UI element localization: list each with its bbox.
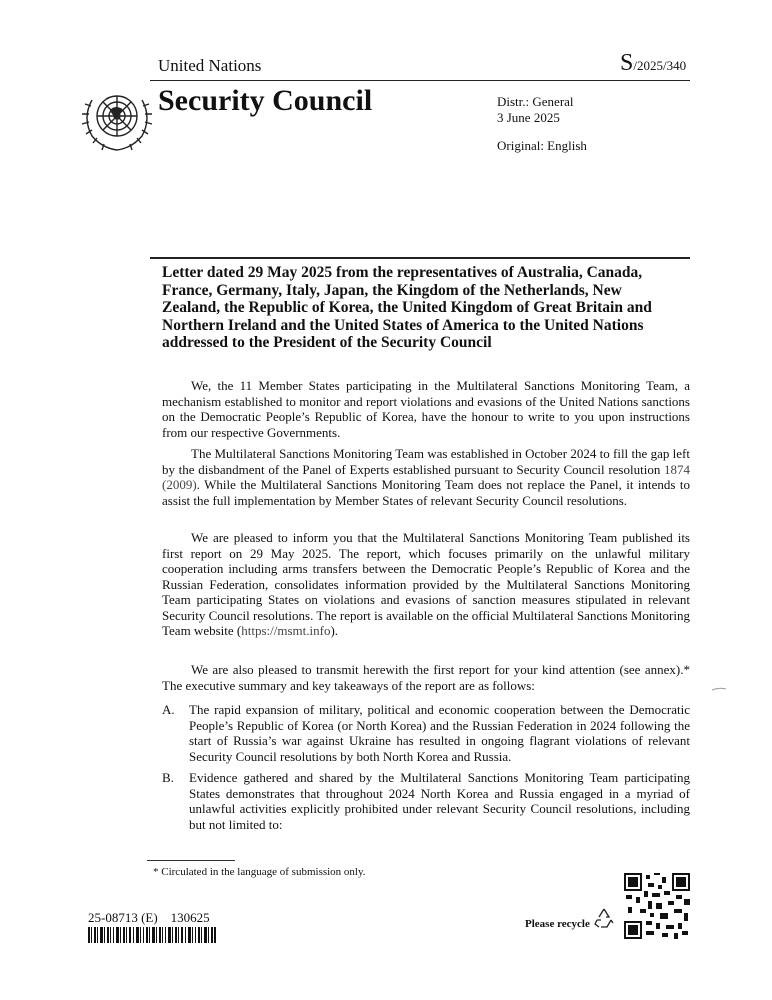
symbol-suffix: /2025/340 [633,58,687,73]
paragraph-3-text-end: ). [330,623,339,638]
barcode-icon [88,927,216,943]
document-number: 25-08713 (E) 130625 [88,910,210,925]
paragraph-4: We are also pleased to transmit herewith the first report for your kind attention (see annex).* The executive summary and key takeaways of the report are as follows: [162,662,690,693]
distribution: Distr.: General [497,94,574,109]
symbol-prefix: S [620,50,634,76]
recycle-icon [592,906,616,930]
qr-code-icon [624,873,690,939]
list-item-label: A. [162,702,175,717]
list-item [162,770,690,832]
distribution-block [497,94,574,126]
organization-name: United Nations [158,56,262,75]
list-item-text: The rapid expansion of military, political and economic cooperation between the Democratic People’s Republic of Korea (or North Korea) and the Russian Federation in 2024 following the start of Russia’s war against Ukraine has resulted in ongoing flagrant violations of relevant Security Council resolutions by both North Korea and Russia. [189,702,690,764]
original-language: Original: English [497,138,587,153]
list-item-text: Evidence gathered and shared by the Multilateral Sanctions Monitoring Team participating States demonstrates that throughout 2024 North Korea and Russia engaged in a myriad of unlawful activities explicitly prohibited under relevant Security Council resolutions, including but not limited to: [189,770,690,832]
resolution-link[interactable]: 1874 (2009) [162,461,690,492]
footnote: * Circulated in the language of submission only. [153,866,366,878]
letter-title: Letter dated 29 May 2025 from the representatives of Australia, Canada, France, Germany, Italy, Japan, the Kingdom of the Netherlands, New Zealand, the Republic of Korea, the United Kingdom of Great Britain and Northern Ireland and the United States of America to the United Nations addressed to the President of the Security Council [162,264,652,351]
paragraph-2-text: The Multilateral Sanctions Monitoring Team was established in October 2024 to fill the gap left by the disbandment of the Panel of Experts established pursuant to Security Council resolution [162,446,690,477]
paragraph-1: We, the 11 Member States participating in the Multilateral Sanctions Monitoring Team, a mechanism established to monitor and report violations and evasions of the United Nations sanctions on the Democratic People’s Republic of Korea, have the honour to write to you upon instructions from our respective Governments. [162,378,690,440]
website-link[interactable]: https://msmt.info [241,623,331,638]
paragraph-3-text: We are pleased to inform you that the Multilateral Sanctions Monitoring Team published its first report on 29 May 2025. The report, which focuses primarily on the unlawful military cooperation including arms transfers between the Democratic People’s Republic of Korea and the Russian Federation, consolidates information provided by the Multilateral Sanctions Monitoring Team participating States on violations and evasions of sanction measures stipulated in relevant Security Council resolutions. The report is available on the official Multilateral Sanctions Monitoring Team website ( [162,530,690,638]
header-rule [150,80,690,81]
list-item-label: B. [162,770,174,785]
document-symbol [620,50,686,77]
list-item [162,702,690,764]
paragraph-2-text-end: . While the Multilateral Sanctions Monitoring Team does not replace the Panel, it intends to assist the full implementation by Member States of relevant Security Council resolutions. [162,477,690,508]
paragraph-3 [162,530,690,639]
title-rule [150,257,690,259]
paragraph-2 [162,446,690,508]
footnote-rule [147,860,235,861]
un-emblem-icon [78,84,156,156]
recycle-label: Please recycle [525,918,590,930]
margin-mark [712,687,726,691]
issue-date: 3 June 2025 [497,110,560,125]
council-name: Security Council [158,84,373,117]
